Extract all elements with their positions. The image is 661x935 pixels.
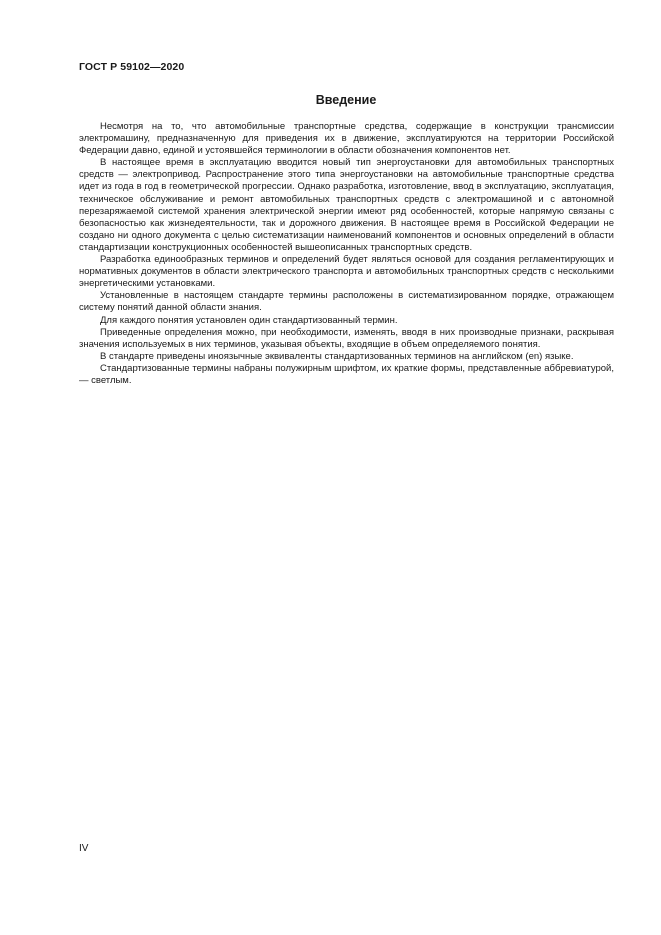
paragraph-1: Несмотря на то, что автомобильные транспортные средства, содержащие в конструкции трансмиссии электромашину, предназначенную для приведения их в движение, эксплуатируются на территории Российской Федерации давно, единой и устоявшейся терминологии в области обозначения компонентов нет.: [79, 121, 614, 157]
paragraph-6: Приведенные определения можно, при необходимости, изменять, вводя в них производные признаки, раскрывая значения используемых в них терминов, указывая объекты, входящие в объем определяемого понятия.: [79, 326, 614, 350]
paragraph-5: Для каждого понятия установлен один стандартизованный термин.: [100, 314, 398, 326]
paragraph-8: Стандартизованные термины набраны полужирным шрифтом, их краткие формы, представленные аббревиатурой, — светлым.: [79, 362, 614, 386]
document-code-header: ГОСТ Р 59102—2020: [79, 61, 185, 73]
paragraph-3: Разработка единообразных терминов и определений будет являться основой для создания регламентирующих и нормативных документов в области электрического транспорта и автомобильных транспортных средств с несколькими энергетическими установками.: [79, 254, 614, 290]
document-body: [79, 121, 614, 387]
section-title: Введение: [315, 93, 377, 107]
paragraph-2: В настоящее время в эксплуатацию вводится новый тип энергоустановки для автомобильных транспортных средств — электропривод. Распространение этого типа энергоустановки на автомобильные транспортные средства идет из года в год в геометрической прогрессии. Однако разработка, изготовление, ввод в эксплуатацию, эксплуатация, техническое обслуживание и ремонт автомобильных транспортных средств с электромашиной и с автономной перезаряжаемой системой хранения электрической энергии имеют ряд особенностей, которые напрямую связаны с безопасностью как жизнедеятельности, так и дорожного движения. В настоящее время в Российской Федерации не создано ни одного документа с целью систематизации наименований компонентов и основных определений в области стандартизации конструкционных особенностей вышеописанных транспортных средств.: [79, 157, 614, 253]
paragraph-4: Установленные в настоящем стандарте термины расположены в систематизированном порядке, отражающем систему понятий данной области знания.: [79, 290, 614, 314]
paragraph-7: В стандарте приведены иноязычные эквиваленты стандартизованных терминов на английском (en) языке.: [100, 350, 574, 362]
page-number: IV: [79, 843, 89, 854]
